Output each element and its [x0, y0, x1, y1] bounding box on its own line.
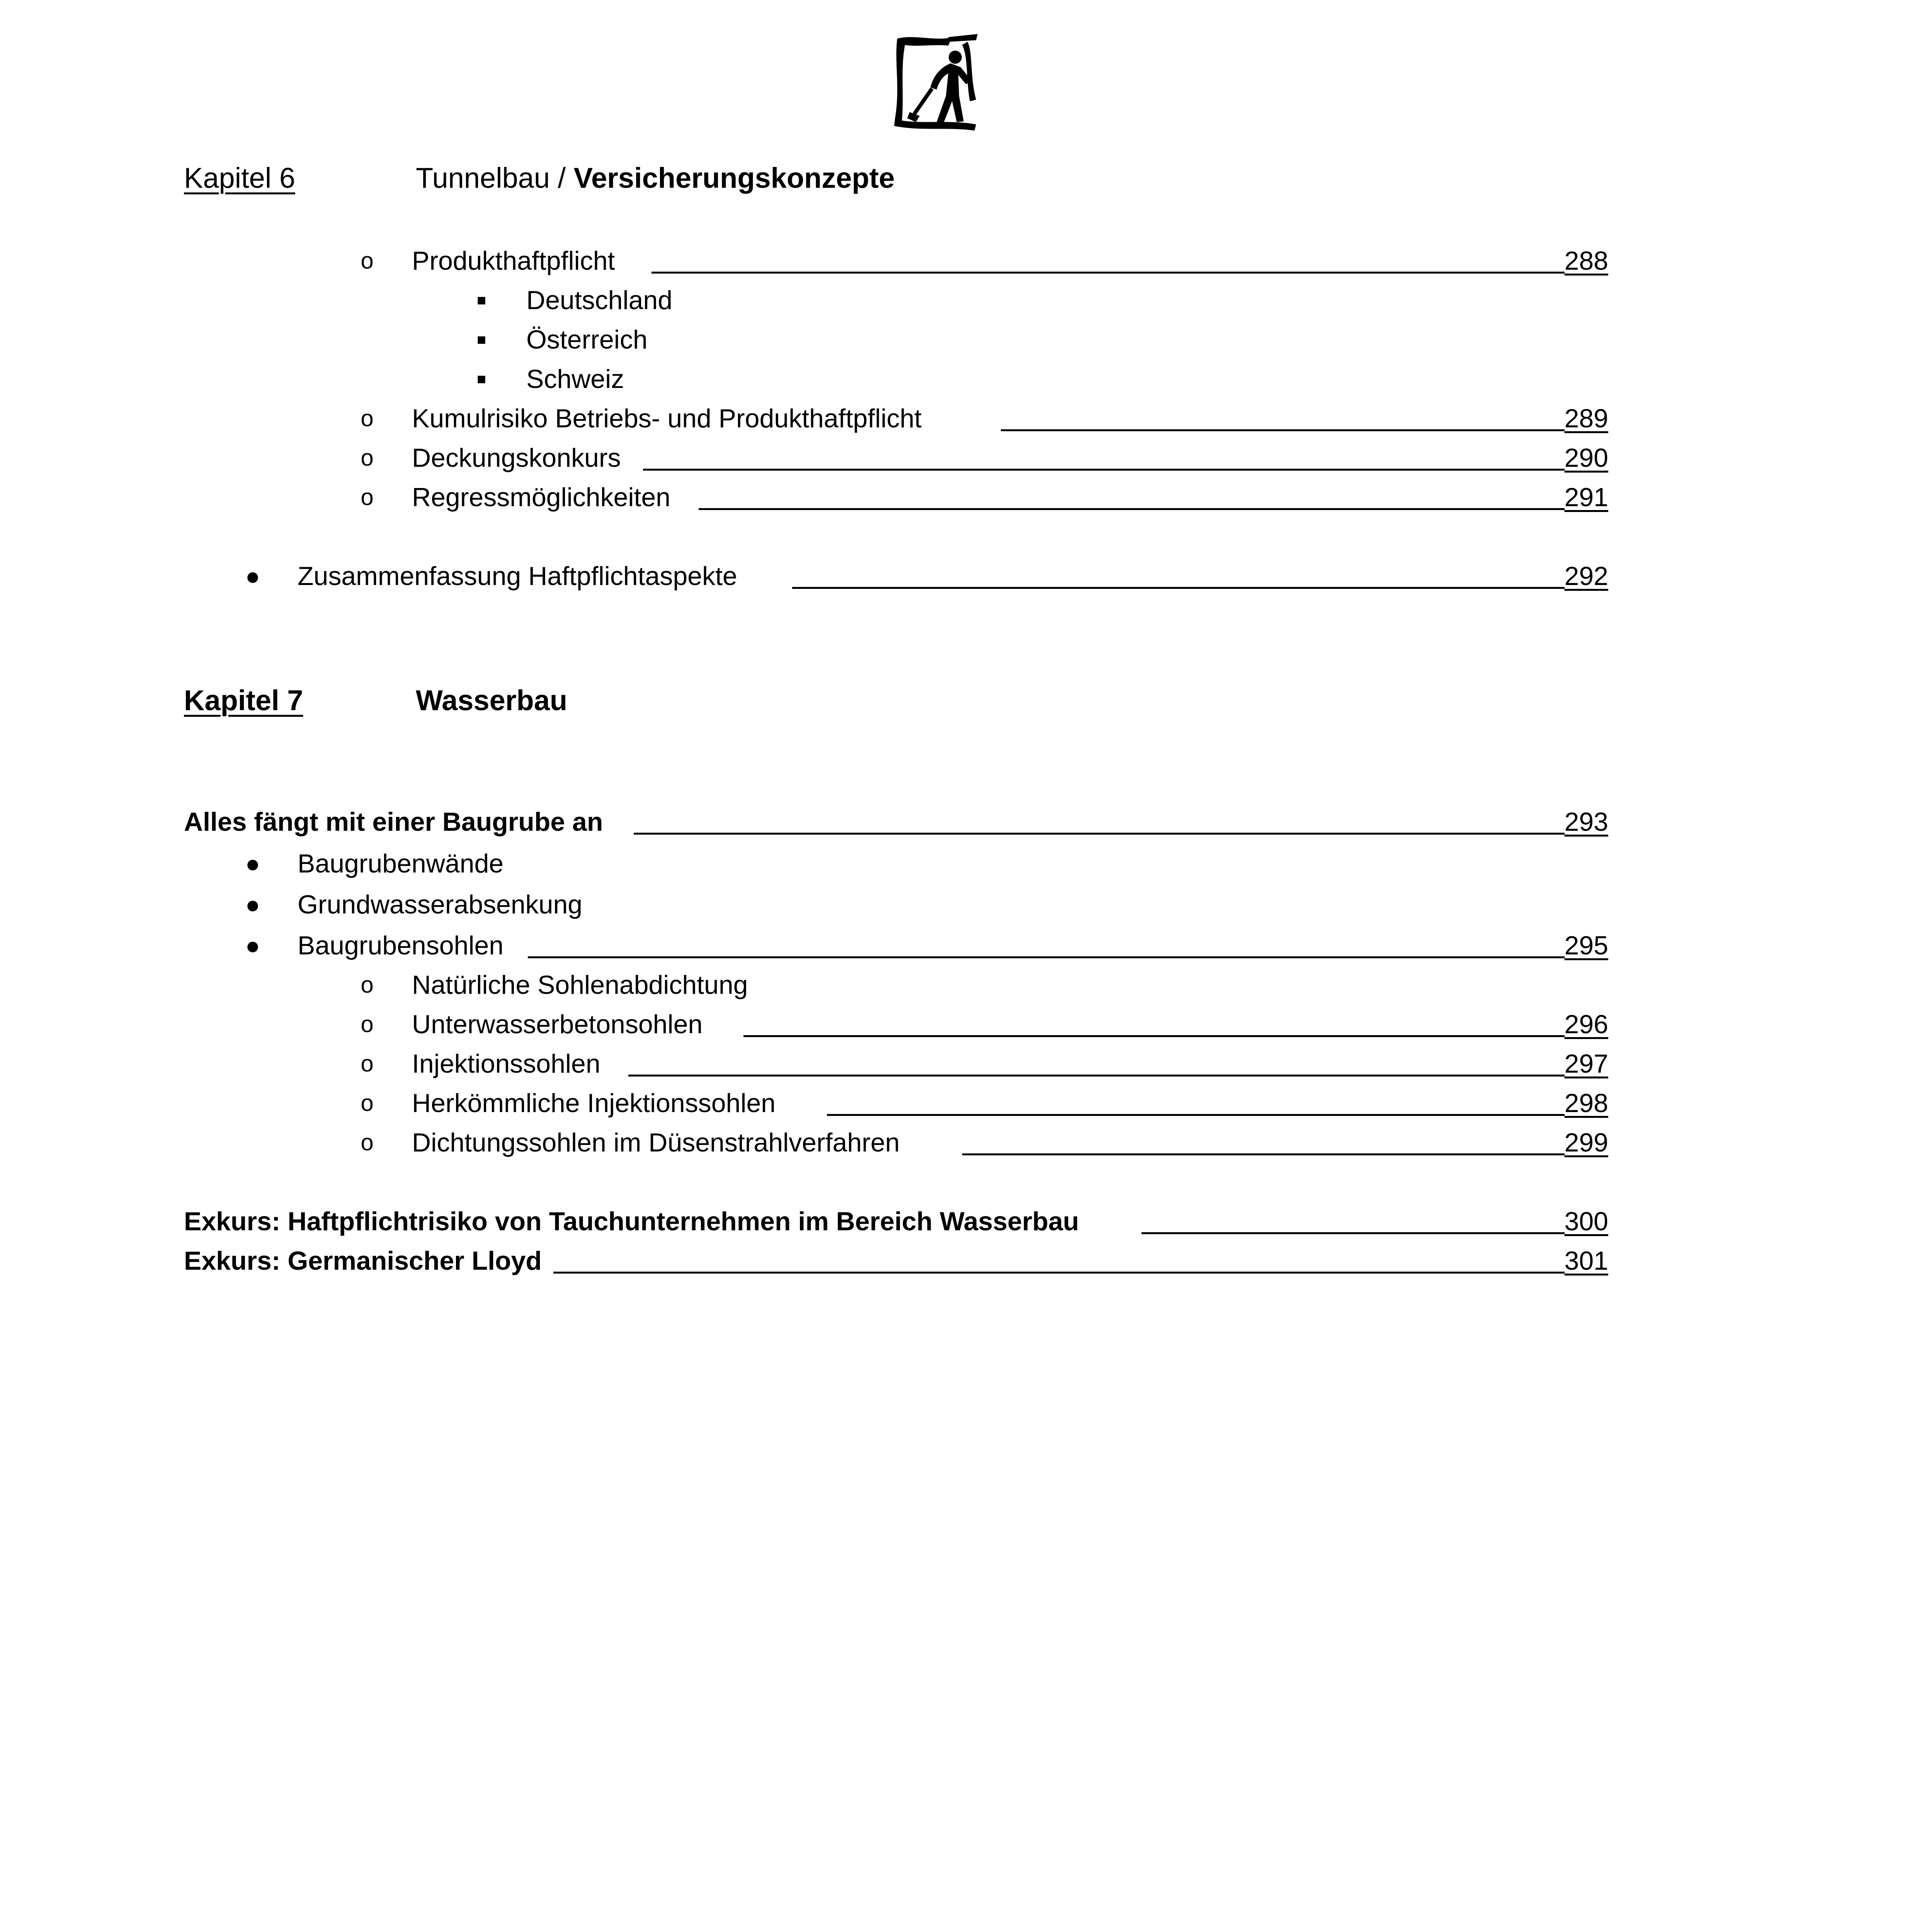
square-bullet-icon: ■: [476, 331, 486, 348]
page-number: 293: [1564, 807, 1608, 837]
circle-bullet-icon: o: [361, 445, 374, 471]
toc-entry: [0, 846, 1917, 881]
toc-entry-text: Schweiz: [526, 364, 624, 394]
toc-entry: [0, 968, 1917, 1002]
toc-leader: [628, 1046, 1608, 1081]
toc-leader: [743, 1007, 1608, 1042]
toc-leader: [1141, 1204, 1608, 1239]
page-number: 299: [1564, 1128, 1608, 1157]
toc-entry-text: Zusammenfassung Haftpflichtaspekte: [298, 561, 737, 591]
circle-bullet-icon: o: [361, 484, 374, 510]
toc-entry-text: Kumulrisiko Betriebs- und Produkthaftpflicht: [412, 404, 922, 433]
circle-bullet-icon: o: [361, 1129, 374, 1155]
page-number: 289: [1564, 404, 1608, 433]
circle-bullet-icon: o: [361, 248, 374, 274]
toc-entry-text: Produkthaftpflicht: [412, 246, 615, 276]
toc-entry: [0, 1046, 1917, 1081]
toc-entry: [0, 1125, 1917, 1160]
toc-entry-text: Baugrubenwände: [298, 849, 504, 878]
toc-leader: [699, 480, 1608, 515]
square-bullet-icon: ■: [476, 371, 486, 388]
toc-leader: [962, 1125, 1608, 1160]
circle-bullet-icon: o: [361, 1090, 374, 1116]
chapter-6-heading: [184, 162, 895, 194]
page-number: 296: [1564, 1010, 1608, 1039]
toc-entry: [0, 283, 1917, 318]
toc-entry-text: Injektionssohlen: [412, 1049, 600, 1078]
toc-entry-text: Regressmöglichkeiten: [412, 483, 670, 512]
chapter-6-number: Kapitel 6: [184, 162, 295, 194]
page-number: 291: [1564, 483, 1608, 512]
toc-entry-text: Deutschland: [526, 286, 673, 315]
chapter-6-title-bold: Versicherungskonzepte: [573, 162, 895, 194]
toc-entry: [0, 440, 1917, 475]
circle-bullet-icon: o: [361, 972, 374, 998]
page-number: 290: [1564, 443, 1608, 473]
toc-entry: [0, 401, 1917, 436]
toc-entry-text: Deckungskonkurs: [412, 443, 621, 473]
chapter-6-title-plain: Tunnelbau /: [416, 162, 574, 194]
toc-entry: [0, 480, 1917, 515]
bullet-dot-icon: ●: [245, 850, 260, 878]
toc-entry-text: Unterwasserbetonsohlen: [412, 1010, 703, 1039]
toc-entry: [0, 1243, 1917, 1278]
toc-leader: [528, 928, 1608, 963]
toc-entry: [0, 559, 1917, 594]
toc-entry-text: Grundwasserabsenkung: [298, 890, 583, 919]
page-number: 288: [1564, 246, 1608, 276]
toc-leader: [651, 243, 1608, 278]
toc-entry: [0, 243, 1917, 278]
toc-entry: [0, 362, 1917, 396]
page-number: 300: [1564, 1207, 1608, 1236]
toc-entry-text: Natürliche Sohlenabdichtung: [412, 970, 748, 1000]
toc-leader: [634, 804, 1608, 839]
toc-entry: [0, 322, 1917, 357]
toc-entry-text: Exkurs: Haftpflichtrisiko von Tauchunternehmen im Bereich Wasserbau: [184, 1207, 1079, 1236]
toc-leader: [1001, 401, 1608, 436]
toc-entry: [0, 887, 1917, 922]
chapter-7-number: Kapitel 7: [184, 684, 303, 716]
page-number: 298: [1564, 1088, 1608, 1118]
toc-leader: [827, 1086, 1608, 1121]
page-number: 292: [1564, 561, 1608, 591]
toc-entry-text: Alles fängt mit einer Baugrube an: [184, 807, 603, 837]
toc-entry-text: Österreich: [526, 325, 648, 354]
toc-entry-text: Herkömmliche Injektionssohlen: [412, 1088, 776, 1118]
circle-bullet-icon: o: [361, 1051, 374, 1077]
toc-entry: [0, 804, 1917, 839]
square-bullet-icon: ■: [476, 292, 486, 309]
circle-bullet-icon: o: [361, 1011, 374, 1037]
toc-leader: [792, 559, 1608, 594]
bullet-dot-icon: ●: [245, 562, 260, 590]
toc-entry-text: Exkurs: Germanischer Lloyd: [184, 1246, 542, 1276]
worker-logo-icon: [890, 30, 981, 131]
toc-leader: [643, 440, 1608, 475]
circle-bullet-icon: o: [361, 405, 374, 431]
page-number: 295: [1564, 931, 1608, 960]
page-number: 297: [1564, 1049, 1608, 1078]
chapter-7-title: Wasserbau: [416, 684, 568, 716]
toc-leader: [553, 1243, 1608, 1278]
chapter-6-title: [416, 164, 895, 192]
toc-entry-text: Baugrubensohlen: [298, 931, 504, 960]
toc-entry-text: Dichtungssohlen im Düsenstrahlverfahren: [412, 1128, 900, 1157]
toc-entry: [0, 1007, 1917, 1042]
bullet-dot-icon: ●: [245, 891, 260, 918]
toc-entry: [0, 928, 1917, 963]
toc-entry: [0, 1086, 1917, 1121]
toc-entry: [0, 1204, 1917, 1239]
page-number: 301: [1564, 1246, 1608, 1276]
bullet-dot-icon: ●: [245, 932, 260, 959]
chapter-7-heading: [184, 684, 568, 716]
